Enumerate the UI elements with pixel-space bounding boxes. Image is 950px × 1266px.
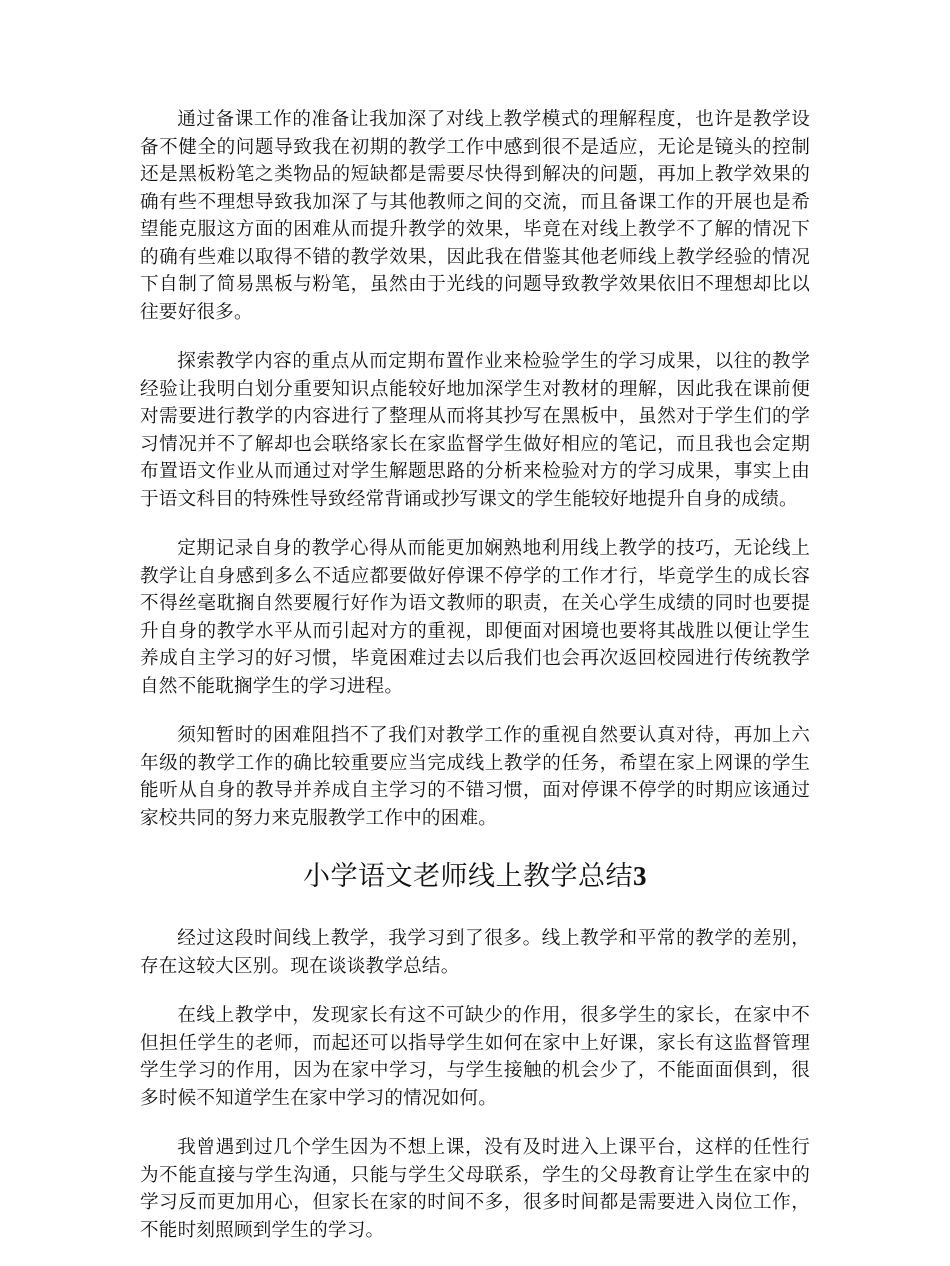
body-paragraph: 定期记录自身的教学心得从而能更加娴熟地利用线上教学的技巧，无论线上教学让自身感到多么不适应都要做好停课不停学的工作才行，毕竟学生的成长容不得丝毫耽搁自然要履行好作为语文教师的职责，在关心学生成绩的同时也要提升自身的教学水平从而引起对方的重视，即便面对困境也要将其战胜以便让学生养成自主学习的好习惯，毕竟困难过去以后我们也会再次返回校园进行传统教学自然不能耽搁学生的学习进程。 xyxy=(140,538,810,697)
body-paragraph: 通过备课工作的准备让我加深了对线上教学模式的理解程度，也许是教学设备不健全的问题导致我在初期的教学工作中感到很不是适应，无论是镜头的控制还是黑板粉笔之类物品的短缺都是需要尽快得到解决的问题，再加上教学效果的确有些不理想导致我加深了与其他教师之间的交流，而且备课工作的开展也是希望能克服这方面的困难从而提升教学的效果，毕竟在对线上教学不了解的情况下的确有些难以取得不错的教学效果，因此我在借鉴其他老师线上教学经验的情况下自制了简易黑板与粉笔，虽然由于光线的问题导致教学效果依旧不理想却比以往要好很多。 xyxy=(140,109,810,323)
body-paragraph: 经过这段时间线上教学，我学习到了很多。线上教学和平常的教学的差别，存在这较大区别。现在谈谈教学总结。 xyxy=(140,928,810,977)
body-paragraph: 探索教学内容的重点从而定期布置作业来检验学生的学习成果，以往的教学经验让我明白划分重要知识点能较好地加深学生对教材的理解，因此我在课前便对需要进行教学的内容进行了整理从而将其抄写在黑板中，虽然对于学生们的学习情况并不了解却也会联络家长在家监督学生做好相应的笔记，而且我也会定期布置语文作业从而通过对学生解题思路的分析来检验对方的学习成果，事实上由于语文科目的特殊性导致经常背诵或抄写课文的学生能较好地提升自身的成绩。 xyxy=(140,351,810,510)
document-page xyxy=(140,106,810,1266)
body-paragraph: 我曾遇到过几个学生因为不想上课，没有及时进入上课平台，这样的任性行为不能直接与学生沟通，只能与学生父母联系，学生的父母教育让学生在家中的学习反而更加用心，但家长在家的时间不多，很多时间都是需要进入岗位工作，不能时刻照顾到学生的学习。 xyxy=(140,1137,810,1241)
body-paragraph: 在线上教学中，发现家长有这不可缺少的作用，很多学生的家长，在家中不但担任学生的老师，而起还可以指导学生如何在家中上好课，家长有这监督管理学生学习的作用，因为在家中学习，与学生接触的机会少了，不能面面俱到，很多时候不知道学生在家中学习的情况如何。 xyxy=(140,1005,810,1109)
section-heading-number: 3 xyxy=(633,861,647,891)
section-heading xyxy=(140,858,810,895)
section-heading-text: 小学语文老师线上教学总结 xyxy=(303,861,633,892)
body-paragraph: 须知暂时的困难阻挡不了我们对教学工作的重视自然要认真对待，再加上六年级的教学工作的确比较重要应当完成线上教学的任务，希望在家上网课的学生能听从自身的教导并养成自主学习的不错习惯，面对停课不停学的时期应该通过家校共同的努力来克服教学工作中的困难。 xyxy=(140,725,810,829)
